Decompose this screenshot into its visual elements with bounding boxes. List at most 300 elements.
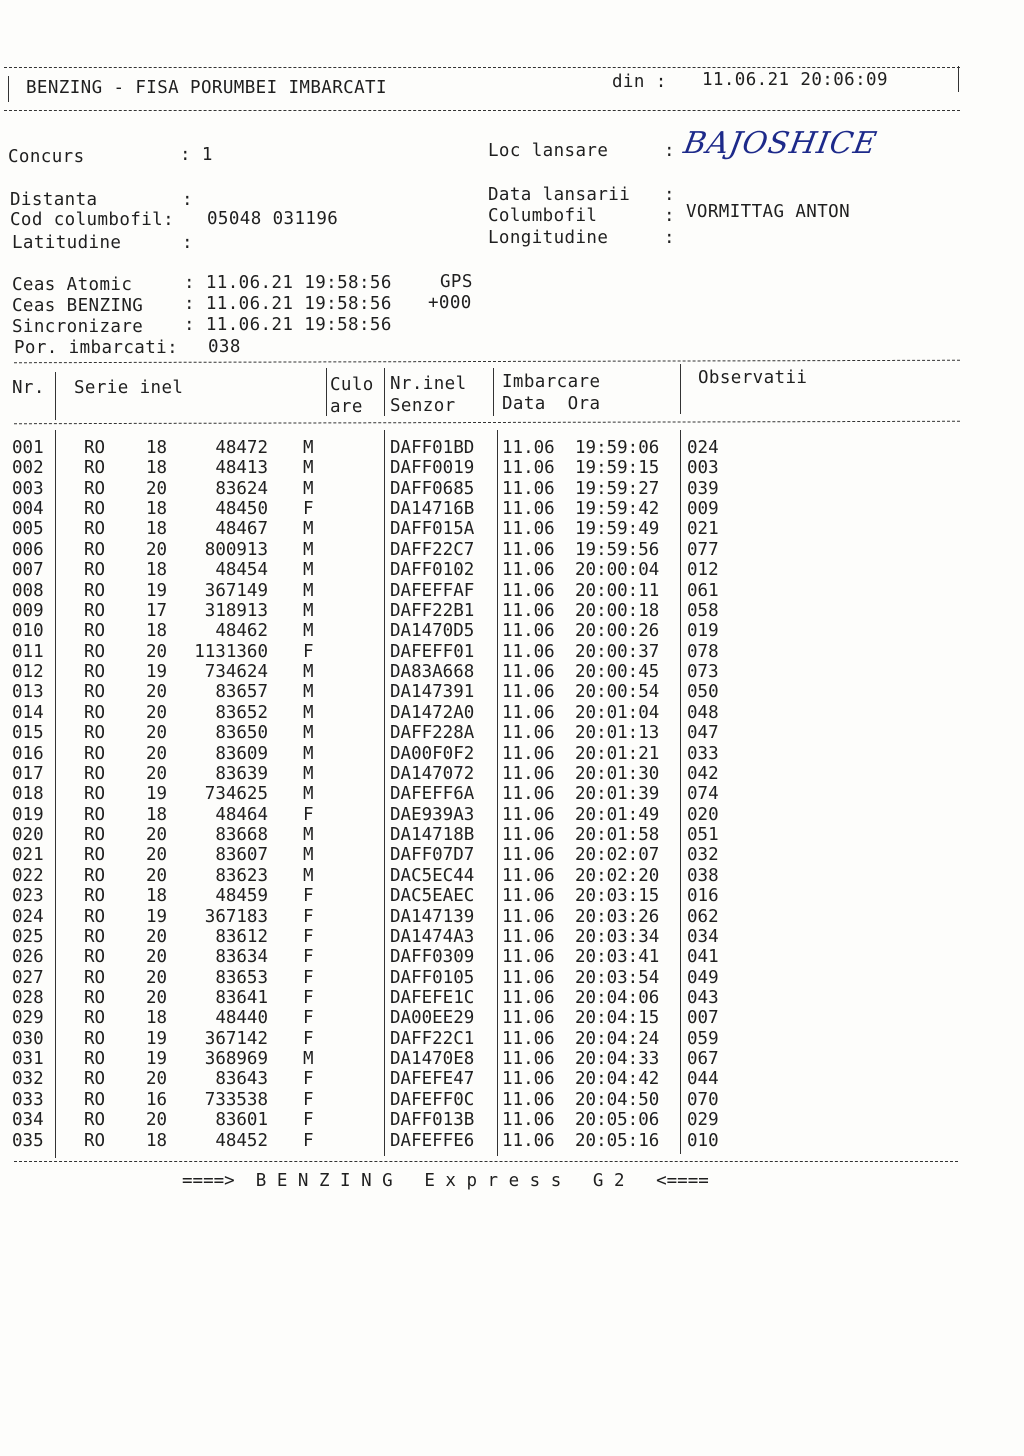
boarding-date: 11.06 bbox=[502, 987, 555, 1008]
boarding-time: 19:59:27 bbox=[575, 478, 660, 499]
document-title: BENZING - FISA PORUMBEI IMBARCATI bbox=[26, 78, 387, 98]
ring-year: 19 bbox=[146, 1049, 168, 1070]
table-row bbox=[0, 1069, 1024, 1090]
boarding-date: 11.06 bbox=[502, 967, 555, 988]
ring-number: 48472 bbox=[215, 438, 268, 458]
boarding-date: 11.06 bbox=[502, 580, 555, 601]
col-sep-nr bbox=[55, 372, 56, 420]
observation: 062 bbox=[687, 906, 719, 927]
sensor-ring: DA147072 bbox=[390, 763, 475, 784]
sex: M bbox=[303, 600, 314, 621]
sensor-ring: DA14718B bbox=[390, 825, 475, 846]
boarding-time: 20:02:20 bbox=[575, 865, 660, 886]
boarding-date: 11.06 bbox=[502, 478, 555, 499]
row-number: 022 bbox=[12, 865, 44, 886]
ceas-atomic-suffix: GPS bbox=[440, 272, 473, 292]
ring-country: RO bbox=[84, 458, 106, 479]
sex: M bbox=[303, 845, 314, 866]
sensor-ring: DA147139 bbox=[390, 906, 475, 927]
observation: 038 bbox=[687, 865, 719, 886]
table-row bbox=[0, 764, 1024, 785]
sex: M bbox=[303, 560, 314, 581]
ring-number: 318913 bbox=[204, 600, 268, 621]
ring-year: 18 bbox=[146, 1130, 168, 1151]
observation: 051 bbox=[687, 825, 719, 846]
sex: M bbox=[303, 682, 314, 703]
ring-year: 20 bbox=[146, 1110, 168, 1131]
sensor-ring: DA1470E8 bbox=[390, 1049, 475, 1070]
sensor-ring: DAFEFFAF bbox=[390, 580, 475, 601]
ring-country: RO bbox=[84, 600, 106, 621]
data-lansarii-label: Data lansarii bbox=[488, 185, 631, 205]
loc-lansare-label: Loc lansare bbox=[488, 141, 609, 161]
table-row bbox=[0, 438, 1024, 459]
header-data-ora: Data Ora bbox=[502, 394, 601, 414]
ring-country: RO bbox=[84, 519, 106, 540]
row-number: 005 bbox=[12, 519, 44, 540]
sex: M bbox=[303, 825, 314, 846]
table-row bbox=[0, 458, 1024, 479]
ring-number: 367149 bbox=[204, 580, 268, 601]
ring-number: 48459 bbox=[215, 886, 268, 907]
ring-number: 83639 bbox=[215, 763, 268, 784]
boarding-time: 20:03:41 bbox=[575, 947, 660, 968]
ring-number: 83657 bbox=[215, 682, 268, 703]
header-observatii: Observatii bbox=[698, 368, 808, 388]
boarding-time: 20:00:37 bbox=[575, 641, 660, 662]
boarding-time: 20:03:34 bbox=[575, 926, 660, 947]
row-number: 010 bbox=[12, 621, 44, 642]
row-number: 018 bbox=[12, 784, 44, 805]
data-lansarii-colon: : bbox=[664, 185, 675, 205]
ceas-benzing-label: Ceas BENZING bbox=[12, 296, 144, 316]
ring-year: 18 bbox=[146, 804, 168, 825]
boarding-date: 11.06 bbox=[502, 560, 555, 581]
loc-lansare-colon: : bbox=[664, 141, 675, 161]
row-number: 001 bbox=[12, 438, 44, 458]
sincronizare-label: Sincronizare bbox=[12, 317, 144, 337]
ring-year: 20 bbox=[146, 987, 168, 1008]
row-number: 006 bbox=[12, 539, 44, 560]
table-row bbox=[0, 744, 1024, 765]
ring-year: 18 bbox=[146, 560, 168, 581]
row-number: 002 bbox=[12, 458, 44, 479]
ring-number: 48454 bbox=[215, 560, 268, 581]
ring-country: RO bbox=[84, 987, 106, 1008]
row-number: 033 bbox=[12, 1089, 44, 1110]
col-sep-senzor bbox=[493, 368, 494, 416]
boarding-time: 20:01:04 bbox=[575, 702, 660, 723]
ring-number: 734625 bbox=[204, 784, 268, 805]
ring-number: 367142 bbox=[204, 1028, 268, 1049]
ring-country: RO bbox=[84, 1089, 106, 1110]
header-serie-inel: Serie inel bbox=[74, 378, 184, 398]
boarding-date: 11.06 bbox=[502, 702, 555, 723]
ring-number: 83652 bbox=[215, 702, 268, 723]
boarding-date: 11.06 bbox=[502, 825, 555, 846]
observation: 024 bbox=[687, 438, 719, 458]
observation: 010 bbox=[687, 1130, 719, 1151]
boarding-time: 20:02:07 bbox=[575, 845, 660, 866]
ring-year: 20 bbox=[146, 682, 168, 703]
sex: F bbox=[303, 987, 314, 1008]
boarding-date: 11.06 bbox=[502, 1008, 555, 1029]
boarding-date: 11.06 bbox=[502, 723, 555, 744]
observation: 007 bbox=[687, 1008, 719, 1029]
boarding-time: 20:04:50 bbox=[575, 1089, 660, 1110]
loc-lansare-handwritten: BAJOSHICE bbox=[680, 126, 880, 161]
ring-country: RO bbox=[84, 784, 106, 805]
observation: 043 bbox=[687, 987, 719, 1008]
sensor-ring: DAFF228A bbox=[390, 723, 475, 744]
row-number: 024 bbox=[12, 906, 44, 927]
table-row bbox=[0, 682, 1024, 703]
ring-year: 20 bbox=[146, 967, 168, 988]
sex: F bbox=[303, 1008, 314, 1029]
ring-year: 20 bbox=[146, 723, 168, 744]
ring-year: 20 bbox=[146, 926, 168, 947]
header-nr-inel: Nr.inel bbox=[390, 374, 467, 394]
boarding-time: 20:01:49 bbox=[575, 804, 660, 825]
ring-year: 20 bbox=[146, 1069, 168, 1090]
table-row bbox=[0, 845, 1024, 866]
ring-country: RO bbox=[84, 947, 106, 968]
observation: 047 bbox=[687, 723, 719, 744]
boarding-date: 11.06 bbox=[502, 743, 555, 764]
columbofil-colon: : bbox=[664, 206, 675, 226]
sensor-ring: DAFEFFE6 bbox=[390, 1130, 475, 1151]
cod-columbofil-label: Cod columbofil: bbox=[10, 210, 175, 230]
observation: 003 bbox=[687, 458, 719, 479]
table-row bbox=[0, 1008, 1024, 1029]
boarding-date: 11.06 bbox=[502, 1089, 555, 1110]
sensor-ring: DA1474A3 bbox=[390, 926, 475, 947]
ring-country: RO bbox=[84, 662, 106, 683]
ring-country: RO bbox=[84, 1008, 106, 1029]
sensor-ring: DAFF013B bbox=[390, 1110, 475, 1131]
sex: F bbox=[303, 967, 314, 988]
ring-number: 367183 bbox=[204, 906, 268, 927]
columbofil-label: Columbofil bbox=[488, 206, 598, 226]
ring-country: RO bbox=[84, 743, 106, 764]
ceas-benzing-suffix: +000 bbox=[428, 293, 472, 313]
sensor-ring: DAC5EAEC bbox=[390, 886, 475, 907]
ring-year: 19 bbox=[146, 580, 168, 601]
row-number: 019 bbox=[12, 804, 44, 825]
row-number: 035 bbox=[12, 1130, 44, 1151]
row-number: 016 bbox=[12, 743, 44, 764]
ring-year: 19 bbox=[146, 784, 168, 805]
sensor-ring: DAE939A3 bbox=[390, 804, 475, 825]
header-bottom-border bbox=[4, 110, 960, 111]
col-sep-culoare bbox=[384, 368, 385, 416]
ceas-benzing-value: : 11.06.21 19:58:56 bbox=[184, 294, 392, 314]
header-senzor: Senzor bbox=[390, 396, 456, 416]
ring-number: 83623 bbox=[215, 865, 268, 886]
header-imbarcare: Imbarcare bbox=[502, 372, 601, 392]
boarding-date: 11.06 bbox=[502, 1049, 555, 1070]
col-sep-imbarcare bbox=[680, 364, 681, 414]
sex: M bbox=[303, 723, 314, 744]
observation: 032 bbox=[687, 845, 719, 866]
ring-country: RO bbox=[84, 906, 106, 927]
sex: M bbox=[303, 519, 314, 540]
ring-year: 20 bbox=[146, 865, 168, 886]
sex: M bbox=[303, 702, 314, 723]
sensor-ring: DAC5EC44 bbox=[390, 865, 475, 886]
header-culoare-2: are bbox=[330, 397, 363, 417]
sensor-ring: DA00F0F2 bbox=[390, 743, 475, 764]
sensor-ring: DA83A668 bbox=[390, 662, 475, 683]
boarding-time: 19:59:42 bbox=[575, 499, 660, 520]
boarding-time: 20:00:26 bbox=[575, 621, 660, 642]
observation: 070 bbox=[687, 1089, 719, 1110]
ring-country: RO bbox=[84, 723, 106, 744]
boarding-date: 11.06 bbox=[502, 682, 555, 703]
ring-year: 18 bbox=[146, 519, 168, 540]
header-culoare-1: Culo bbox=[330, 375, 374, 395]
table-row bbox=[0, 988, 1024, 1009]
table-row bbox=[0, 1029, 1024, 1050]
row-number: 031 bbox=[12, 1049, 44, 1070]
observation: 050 bbox=[687, 682, 719, 703]
table-row bbox=[0, 1090, 1024, 1111]
row-number: 008 bbox=[12, 580, 44, 601]
sensor-ring: DAFF22B1 bbox=[390, 600, 475, 621]
sex: F bbox=[303, 1089, 314, 1110]
sex: F bbox=[303, 906, 314, 927]
boarding-time: 19:59:06 bbox=[575, 438, 660, 458]
row-number: 013 bbox=[12, 682, 44, 703]
boarding-date: 11.06 bbox=[502, 906, 555, 927]
boarding-time: 20:00:45 bbox=[575, 662, 660, 683]
table-row bbox=[0, 540, 1024, 561]
boarding-date: 11.06 bbox=[502, 804, 555, 825]
row-number: 017 bbox=[12, 763, 44, 784]
ring-country: RO bbox=[84, 1049, 106, 1070]
ring-year: 20 bbox=[146, 845, 168, 866]
sensor-ring: DAFF07D7 bbox=[390, 845, 475, 866]
ring-country: RO bbox=[84, 886, 106, 907]
boarding-date: 11.06 bbox=[502, 763, 555, 784]
concurs-label: Concurs bbox=[8, 147, 85, 167]
boarding-time: 19:59:15 bbox=[575, 458, 660, 479]
boarding-time: 20:00:54 bbox=[575, 682, 660, 703]
ring-country: RO bbox=[84, 926, 106, 947]
sensor-ring: DA00EE29 bbox=[390, 1008, 475, 1029]
observation: 042 bbox=[687, 763, 719, 784]
ring-number: 48413 bbox=[215, 458, 268, 479]
ring-country: RO bbox=[84, 1028, 106, 1049]
table-row bbox=[0, 479, 1024, 500]
ring-number: 368969 bbox=[204, 1049, 268, 1070]
sex: M bbox=[303, 784, 314, 805]
ring-year: 20 bbox=[146, 825, 168, 846]
table-row bbox=[0, 723, 1024, 744]
boarding-date: 11.06 bbox=[502, 845, 555, 866]
sensor-ring: DAFF22C7 bbox=[390, 539, 475, 560]
boarding-date: 11.06 bbox=[502, 1069, 555, 1090]
ring-number: 83612 bbox=[215, 926, 268, 947]
ring-number: 48462 bbox=[215, 621, 268, 642]
boarding-date: 11.06 bbox=[502, 499, 555, 520]
table-row bbox=[0, 662, 1024, 683]
ring-year: 20 bbox=[146, 478, 168, 499]
ring-number: 733538 bbox=[204, 1089, 268, 1110]
sex: M bbox=[303, 478, 314, 499]
observation: 041 bbox=[687, 947, 719, 968]
sex: F bbox=[303, 1069, 314, 1090]
ring-country: RO bbox=[84, 1130, 106, 1151]
boarding-time: 20:05:06 bbox=[575, 1110, 660, 1131]
sex: F bbox=[303, 1028, 314, 1049]
table-row bbox=[0, 968, 1024, 989]
sensor-ring: DAFF015A bbox=[390, 519, 475, 540]
ring-year: 18 bbox=[146, 499, 168, 520]
sensor-ring: DA14716B bbox=[390, 499, 475, 520]
observation: 012 bbox=[687, 560, 719, 581]
row-number: 026 bbox=[12, 947, 44, 968]
sensor-ring: DAFF0102 bbox=[390, 560, 475, 581]
row-number: 003 bbox=[12, 478, 44, 499]
sex: F bbox=[303, 1130, 314, 1151]
ring-year: 18 bbox=[146, 1008, 168, 1029]
sex: M bbox=[303, 763, 314, 784]
boarding-time: 19:59:49 bbox=[575, 519, 660, 540]
boarding-date: 11.06 bbox=[502, 519, 555, 540]
sex: M bbox=[303, 1049, 314, 1070]
table-row bbox=[0, 1131, 1024, 1152]
row-number: 030 bbox=[12, 1028, 44, 1049]
sensor-ring: DAFEFF6A bbox=[390, 784, 475, 805]
porumbei-imbarcati-count: 038 bbox=[208, 337, 241, 357]
boarding-time: 20:03:54 bbox=[575, 967, 660, 988]
ring-country: RO bbox=[84, 539, 106, 560]
row-number: 028 bbox=[12, 987, 44, 1008]
row-number: 004 bbox=[12, 499, 44, 520]
longitudine-colon: : bbox=[664, 228, 675, 248]
header-left-edge bbox=[8, 76, 9, 102]
ring-country: RO bbox=[84, 967, 106, 988]
ring-year: 19 bbox=[146, 906, 168, 927]
ring-number: 48467 bbox=[215, 519, 268, 540]
boarding-date: 11.06 bbox=[502, 438, 555, 458]
ring-year: 20 bbox=[146, 947, 168, 968]
boarding-time: 20:04:15 bbox=[575, 1008, 660, 1029]
ring-year: 16 bbox=[146, 1089, 168, 1110]
table-row bbox=[0, 1049, 1024, 1070]
ring-year: 17 bbox=[146, 600, 168, 621]
sensor-ring: DA1470D5 bbox=[390, 621, 475, 642]
ring-number: 800913 bbox=[204, 539, 268, 560]
ring-year: 19 bbox=[146, 1028, 168, 1049]
observation: 078 bbox=[687, 641, 719, 662]
row-number: 014 bbox=[12, 702, 44, 723]
row-number: 011 bbox=[12, 641, 44, 662]
boarding-time: 20:04:06 bbox=[575, 987, 660, 1008]
table-header-separator bbox=[14, 421, 960, 424]
row-number: 009 bbox=[12, 600, 44, 621]
table-row bbox=[0, 907, 1024, 928]
sensor-ring: DAFEFF0C bbox=[390, 1089, 475, 1110]
boarding-date: 11.06 bbox=[502, 641, 555, 662]
sex: F bbox=[303, 641, 314, 662]
sensor-ring: DAFF0105 bbox=[390, 967, 475, 988]
ring-year: 18 bbox=[146, 438, 168, 458]
ceas-atomic-label: Ceas Atomic bbox=[12, 275, 133, 295]
table-top-border bbox=[14, 360, 960, 363]
header-right-edge bbox=[958, 66, 959, 92]
ring-year: 20 bbox=[146, 539, 168, 560]
header-top-border bbox=[4, 67, 960, 68]
col-sep-serie bbox=[326, 368, 327, 416]
boarding-time: 20:05:16 bbox=[575, 1130, 660, 1151]
boarding-date: 11.06 bbox=[502, 865, 555, 886]
sensor-ring: DAFEFE47 bbox=[390, 1069, 475, 1090]
ring-year: 18 bbox=[146, 886, 168, 907]
ring-number: 83653 bbox=[215, 967, 268, 988]
boarding-time: 20:01:30 bbox=[575, 763, 660, 784]
observation: 016 bbox=[687, 886, 719, 907]
boarding-date: 11.06 bbox=[502, 886, 555, 907]
ring-number: 48452 bbox=[215, 1130, 268, 1151]
ring-country: RO bbox=[84, 560, 106, 581]
boarding-time: 20:04:24 bbox=[575, 1028, 660, 1049]
ring-country: RO bbox=[84, 621, 106, 642]
observation: 067 bbox=[687, 1049, 719, 1070]
observation: 039 bbox=[687, 478, 719, 499]
ring-country: RO bbox=[84, 438, 106, 458]
ring-country: RO bbox=[84, 1110, 106, 1131]
ring-number: 83643 bbox=[215, 1069, 268, 1090]
boarding-time: 20:03:15 bbox=[575, 886, 660, 907]
boarding-date: 11.06 bbox=[502, 539, 555, 560]
sex: M bbox=[303, 662, 314, 683]
ring-year: 20 bbox=[146, 702, 168, 723]
ring-number: 48464 bbox=[215, 804, 268, 825]
sensor-ring: DAFF01BD bbox=[390, 438, 475, 458]
table-row bbox=[0, 621, 1024, 642]
table-row bbox=[0, 601, 1024, 622]
ring-country: RO bbox=[84, 1069, 106, 1090]
ring-year: 18 bbox=[146, 621, 168, 642]
table-row bbox=[0, 825, 1024, 846]
table-row bbox=[0, 805, 1024, 826]
boarding-date: 11.06 bbox=[502, 784, 555, 805]
sensor-ring: DAFEFE1C bbox=[390, 987, 475, 1008]
observation: 048 bbox=[687, 702, 719, 723]
ring-year: 19 bbox=[146, 662, 168, 683]
sensor-ring: DAFF0309 bbox=[390, 947, 475, 968]
sex: F bbox=[303, 947, 314, 968]
ring-number: 83601 bbox=[215, 1110, 268, 1131]
sex: F bbox=[303, 886, 314, 907]
sex: M bbox=[303, 458, 314, 479]
boarding-date: 11.06 bbox=[502, 1028, 555, 1049]
table-row bbox=[0, 581, 1024, 602]
boarding-date: 11.06 bbox=[502, 947, 555, 968]
ring-number: 83609 bbox=[215, 743, 268, 764]
table-row bbox=[0, 499, 1024, 520]
sex: M bbox=[303, 539, 314, 560]
row-number: 007 bbox=[12, 560, 44, 581]
ring-year: 18 bbox=[146, 458, 168, 479]
ring-country: RO bbox=[84, 702, 106, 723]
observation: 021 bbox=[687, 519, 719, 540]
sensor-ring: DAFF0019 bbox=[390, 458, 475, 479]
ring-number: 83650 bbox=[215, 723, 268, 744]
ring-country: RO bbox=[84, 865, 106, 886]
